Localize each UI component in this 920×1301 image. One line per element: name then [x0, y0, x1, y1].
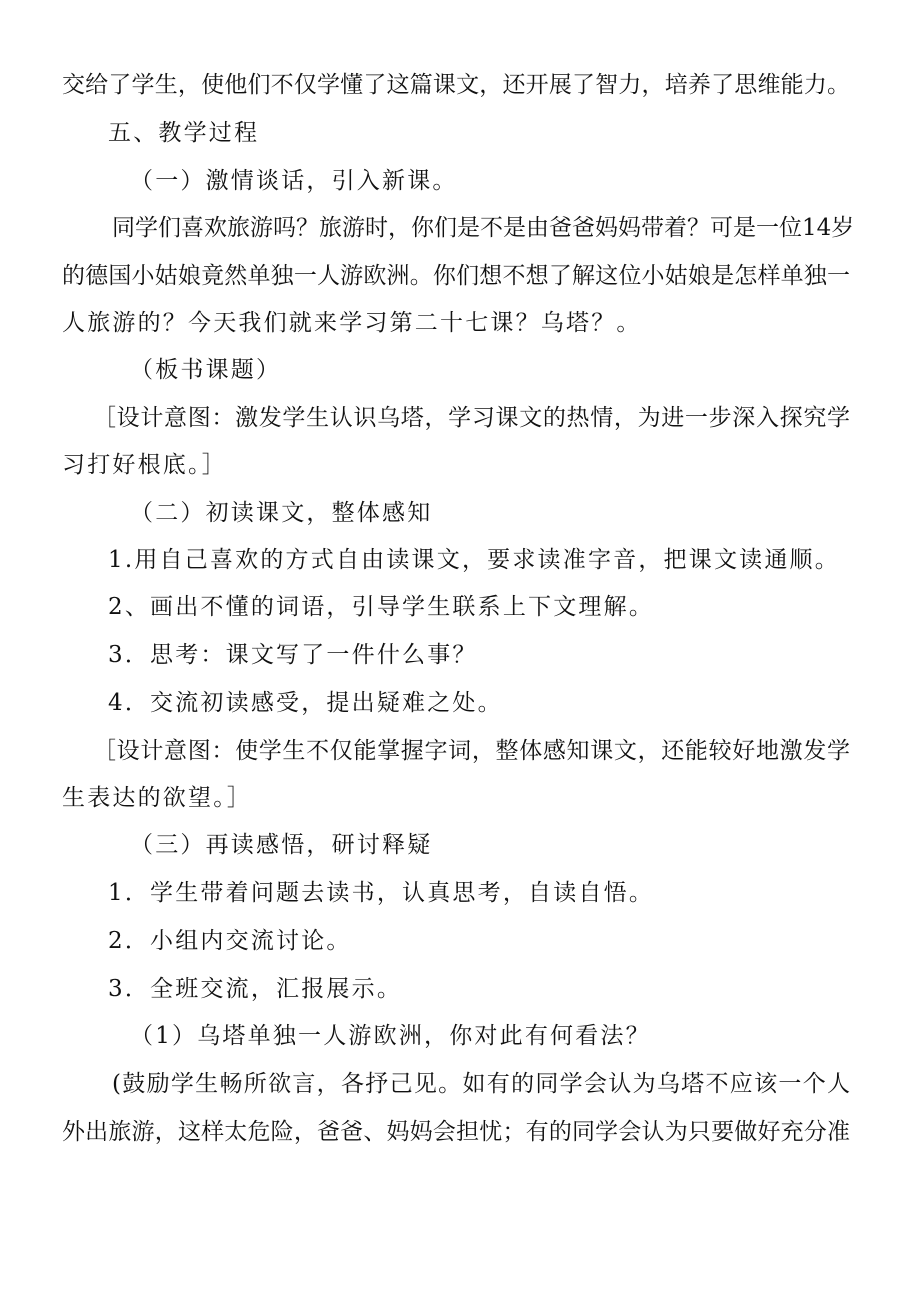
paragraph-line: 同学们喜欢旅游吗？旅游时，你们是不是由爸爸妈妈带着？可是一位14岁 [112, 215, 855, 241]
list-item: 2．小组内交流讨论。 [108, 928, 352, 954]
subsection-heading: （二）初读课文，整体感知 [130, 500, 433, 526]
design-intent-line: 习打好根底。］ [62, 452, 227, 478]
note-line: （板书课题） [130, 357, 282, 383]
subsection-heading: （三）再读感悟，研讨释疑 [130, 832, 433, 858]
section-heading: 五、教学过程 [108, 120, 260, 146]
list-item: 1.用自己喜欢的方式自由读课文，要求读准字音，把课文读通顺。 [108, 547, 840, 573]
paragraph-line: 的德国小姑娘竟然单独一人游欧洲。你们想不想了解这位小姑娘是怎样单独一 [62, 263, 850, 289]
list-item: 3．思考：课文写了一件什么事？ [108, 642, 478, 668]
question-line: （1）乌塔单独一人游欧洲，你对此有何看法？ [130, 1023, 651, 1049]
design-intent-line: ［设计意图：激发学生认识乌塔，学习课文的热情，为进一步深入探究学 [93, 405, 850, 431]
list-item: 3．全班交流，汇报展示。 [108, 976, 403, 1002]
list-item: 2、画出不懂的词语，引导学生联系上下文理解。 [108, 594, 655, 620]
design-intent-line: 生表达的欲望。］ [62, 785, 253, 811]
paragraph-line: 人旅游的？今天我们就来学习第二十七课？乌塔？。 [62, 310, 642, 336]
subsection-heading: （一）激情谈话，引入新课。 [130, 168, 458, 194]
paragraph-line: 交给了学生，使他们不仅学懂了这篇课文，还开展了智力，培养了思维能力。 [62, 72, 850, 98]
list-item: 1．学生带着问题去读书，认真思考，自读自悟。 [108, 880, 655, 906]
list-item: 4．交流初读感受，提出疑难之处。 [108, 690, 503, 716]
design-intent-line: ［设计意图：使学生不仅能掌握字词，整体感知课文，还能较好地激发学 [93, 738, 850, 764]
paragraph-line: (鼓励学生畅所欲言，各抒己见。如有的同学会认为乌塔不应该一个人 [112, 1071, 850, 1097]
paragraph-line: 外出旅游，这样太危险，爸爸、妈妈会担忧；有的同学会认为只要做好充分准 [62, 1119, 850, 1145]
